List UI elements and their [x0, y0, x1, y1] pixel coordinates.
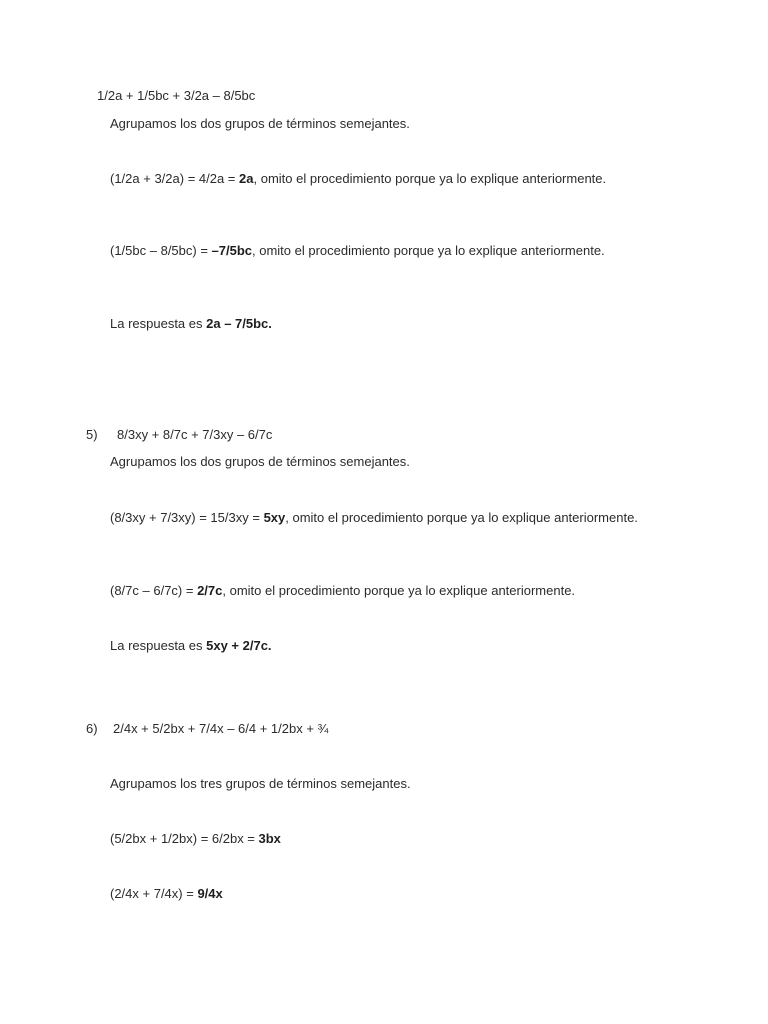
step-a-2-pre: (1/5bc – 8/5bc) = [110, 243, 212, 258]
intro-a: Agrupamos los dos grupos de términos semejantes. [110, 116, 410, 131]
step-5-1-pre: (8/3xy + 7/3xy) = 15/3xy = [110, 510, 264, 525]
step-6-1-result: 3bx [258, 831, 281, 846]
step-6-1-pre: (5/2bx + 1/2bx) = 6/2bx = [110, 831, 259, 846]
step-5-2-result: 2/7c [197, 583, 223, 598]
step-a-1-pre: (1/2a + 3/2a) = 4/2a = [110, 171, 240, 186]
step-a-2-result: –7/5bc [211, 243, 253, 258]
step-a-1 [110, 170, 650, 188]
expression-6: 2/4x + 5/2bx + 7/4x – 6/4 + 1/2bx + ¾ [113, 721, 329, 736]
number-6: 6) [86, 721, 98, 736]
step-5-1-post: , omito el procedimiento porque ya lo explique anteriormente. [285, 510, 638, 525]
step-6-1 [110, 830, 281, 848]
step-5-1-result: 5xy [263, 510, 286, 525]
step-5-1 [110, 509, 650, 527]
step-6-2-pre: (2/4x + 7/4x) = [110, 886, 198, 901]
step-a-1-result: 2a [239, 171, 254, 186]
step-a-1-post: , omito el procedimiento porque ya lo explique anteriormente. [253, 171, 607, 186]
step-6-2 [110, 885, 223, 903]
answer-5-pre: La respuesta es [110, 638, 207, 653]
expression-5: 8/3xy + 8/7c + 7/3xy – 6/7c [117, 427, 273, 442]
expression-a: 1/2a + 1/5bc + 3/2a – 8/5bc [97, 88, 256, 103]
step-5-2-post: , omito el procedimiento porque ya lo explique anteriormente. [222, 583, 576, 598]
answer-a [110, 315, 272, 333]
step-5-2 [110, 582, 670, 600]
answer-a-pre: La respuesta es [110, 316, 207, 331]
step-5-2-pre: (8/7c – 6/7c) = [110, 583, 198, 598]
number-5: 5) [86, 427, 98, 442]
answer-5-result: 5xy + 2/7c. [206, 638, 272, 653]
intro-5: Agrupamos los dos grupos de términos semejantes. [110, 454, 410, 469]
step-a-2-post: , omito el procedimiento porque ya lo explique anteriormente. [252, 243, 605, 258]
step-6-2-result: 9/4x [197, 886, 223, 901]
answer-a-result: 2a – 7/5bc. [206, 316, 272, 331]
answer-5 [110, 637, 272, 655]
intro-6: Agrupamos los tres grupos de términos semejantes. [110, 776, 411, 791]
step-a-2 [110, 242, 650, 260]
